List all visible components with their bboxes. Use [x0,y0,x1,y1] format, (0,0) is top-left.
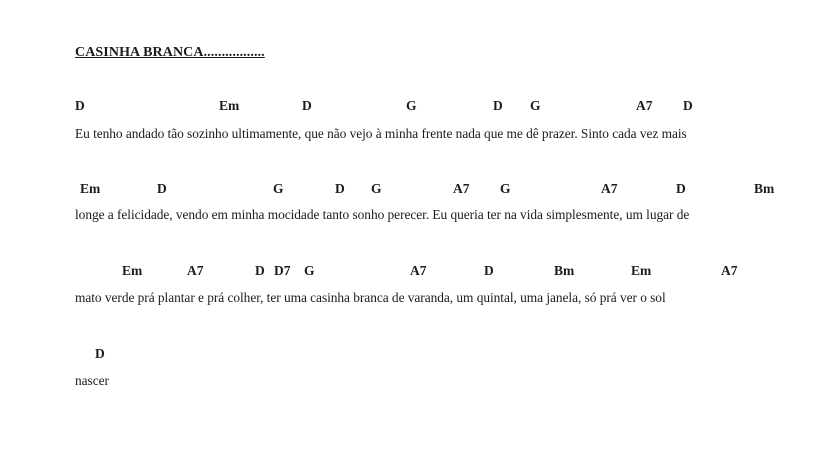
chord: A7 [187,263,204,278]
chord: D [335,181,345,196]
chord: D [255,263,265,278]
chord: Bm [554,263,575,278]
chord: D [676,181,686,196]
chord: Em [122,263,143,278]
chord-line-2 [0,181,835,199]
lyric-line-3: mato verde prá plantar e prá colher, ter uma casinha branca de varanda, um quintal, uma janela, só prá ver o sol [75,290,666,305]
lyric-line-1: Eu tenho andado tão sozinho ultimamente, que não vejo à minha frente nada que me dê prazer. Sinto cada vez mais [75,126,687,141]
chord: Bm [754,181,775,196]
chord: G [406,98,417,113]
chord: Em [219,98,240,113]
chord: A7 [601,181,618,196]
chord: Em [80,181,101,196]
chord: A7 [410,263,427,278]
chord: D [493,98,503,113]
song-title: CASINHA BRANCA................. [75,45,265,60]
chord: D [683,98,693,113]
chord-line-1 [0,98,835,116]
lyric-line-4: nascer [75,373,109,388]
chord-line-3 [0,263,835,281]
chord: D [75,98,85,113]
chord: A7 [721,263,738,278]
lyric-line-2: longe a felicidade, vendo em minha mocidade tanto sonho perecer. Eu queria ter na vida simplesmente, um lugar de [75,207,690,222]
chord: D7 [274,263,291,278]
chord: G [273,181,284,196]
chord: G [304,263,315,278]
chord: D [484,263,494,278]
chord: G [500,181,511,196]
chord-line-4 [0,346,835,364]
chord: A7 [453,181,470,196]
chord: G [530,98,541,113]
chord: A7 [636,98,653,113]
chord: D [95,346,105,361]
chord: D [302,98,312,113]
chord: D [157,181,167,196]
chord: G [371,181,382,196]
chord: Em [631,263,652,278]
